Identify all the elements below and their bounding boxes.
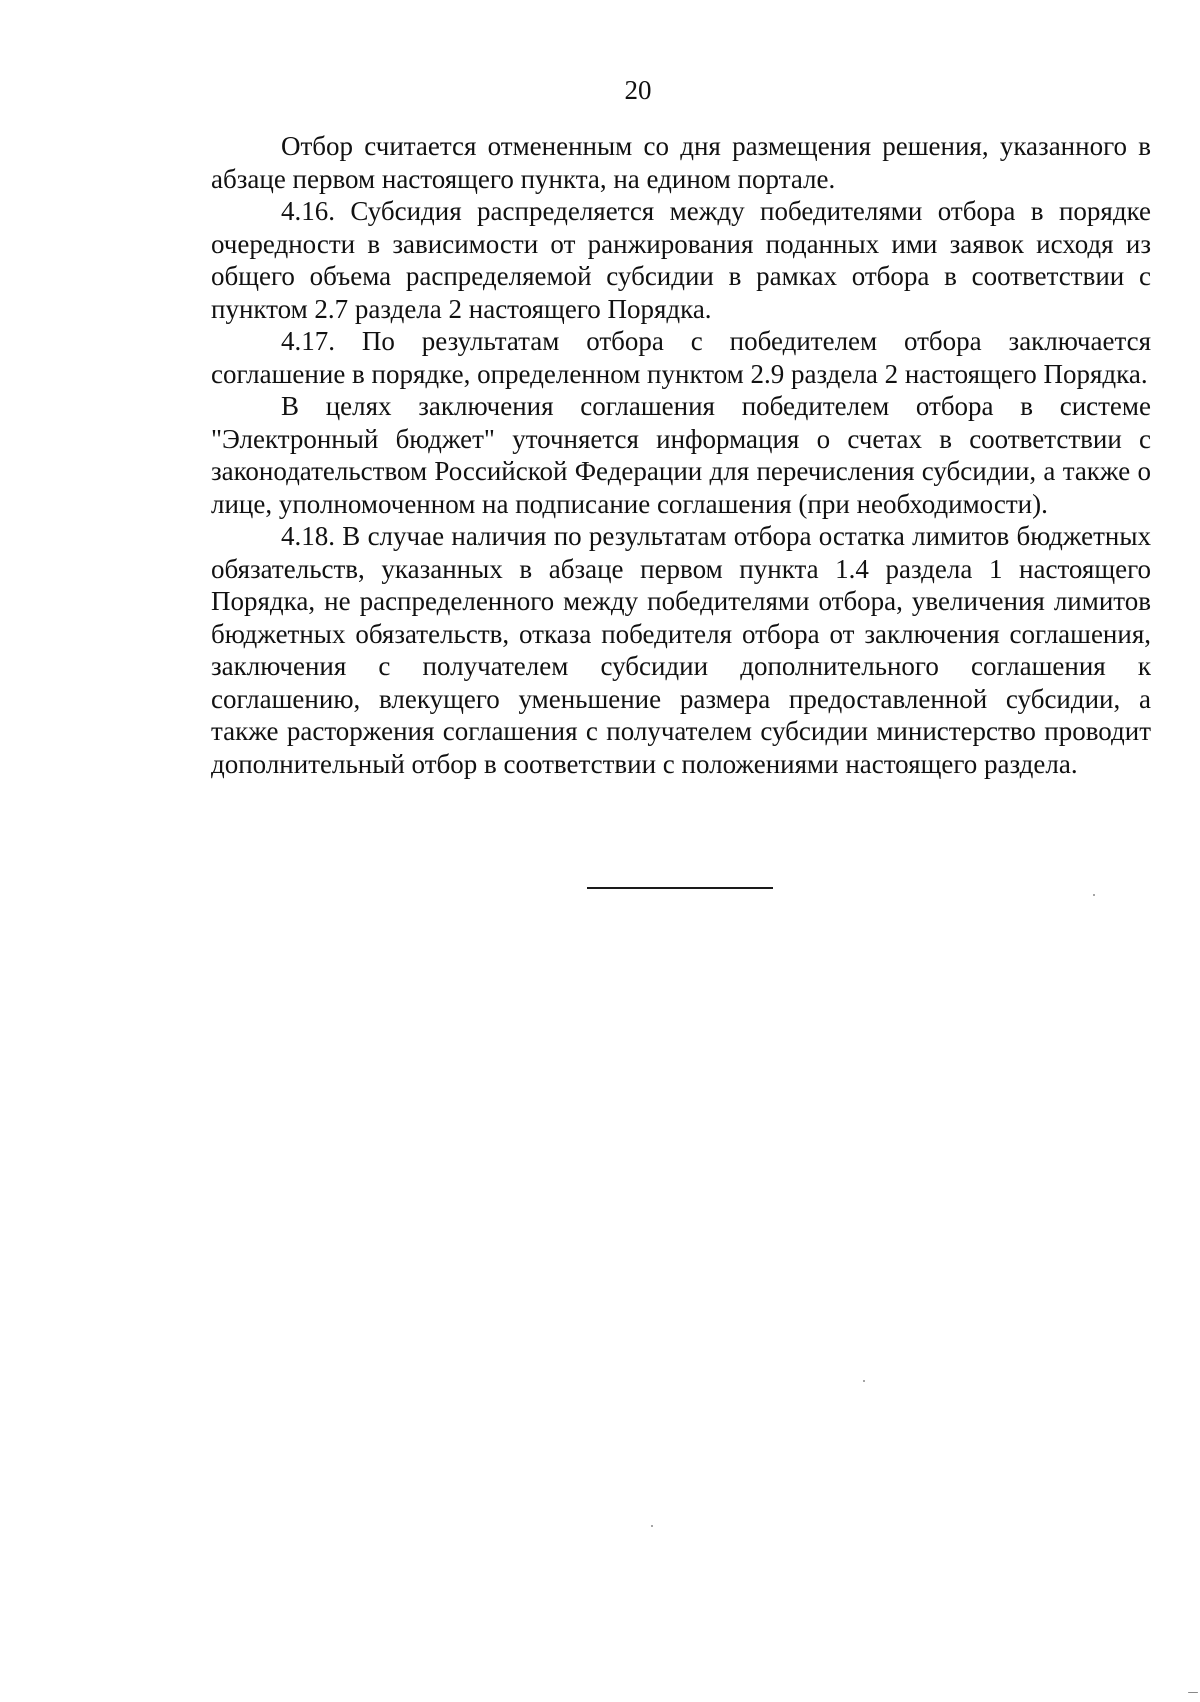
page-number: 20 [624, 75, 652, 105]
document-body [211, 130, 1151, 780]
scan-speck [863, 1380, 865, 1382]
scan-speck [651, 1525, 653, 1527]
paragraph-electronic-budget: В целях заключения соглашения победителем отбора в системе "Электронный бюджет" уточняется информация о счетах в соответствии с законодательством Российской Федерации для перечисления субсидии, а также о лице, уполномоченном на подписание соглашения (при необходимости). [211, 391, 1151, 519]
paragraph-selection-cancelled: Отбор считается отмененным со дня размещения решения, указанного в абзаце первом настоящего пункта, на едином портале. [211, 131, 1151, 194]
end-of-text-rule [587, 887, 773, 889]
paragraph-4-17: 4.17. По результатам отбора с победителем отбора заключается соглашение в порядке, определенном пунктом 2.9 раздела 2 настоящего Порядка. [211, 326, 1151, 389]
paragraph-4-16: 4.16. Субсидия распределяется между победителями отбора в порядке очередности в зависимости от ранжирования поданных ими заявок исходя из общего объема распределяемой субсидии в рамках отбора в соответствии с пунктом 2.7 раздела 2 настоящего Порядка. [211, 196, 1151, 324]
scan-speck [1188, 1692, 1198, 1693]
scan-speck [1093, 894, 1095, 896]
paragraph-4-18: 4.18. В случае наличия по результатам отбора остатка лимитов бюджетных обязательств, указанных в абзаце первом пункта 1.4 раздела 1 настоящего Порядка, не распределенного между победителями отбора, увеличения лимитов бюджетных обязательств, отказа победителя отбора от заключения соглашения, заключения с получателем субсидии дополнительного соглашения к соглашению, влекущего уменьшение размера предоставленной субсидии, а также расторжения соглашения с получателем субсидии министерство проводит дополнительный отбор в соответствии с положениями настоящего раздела. [211, 521, 1151, 779]
